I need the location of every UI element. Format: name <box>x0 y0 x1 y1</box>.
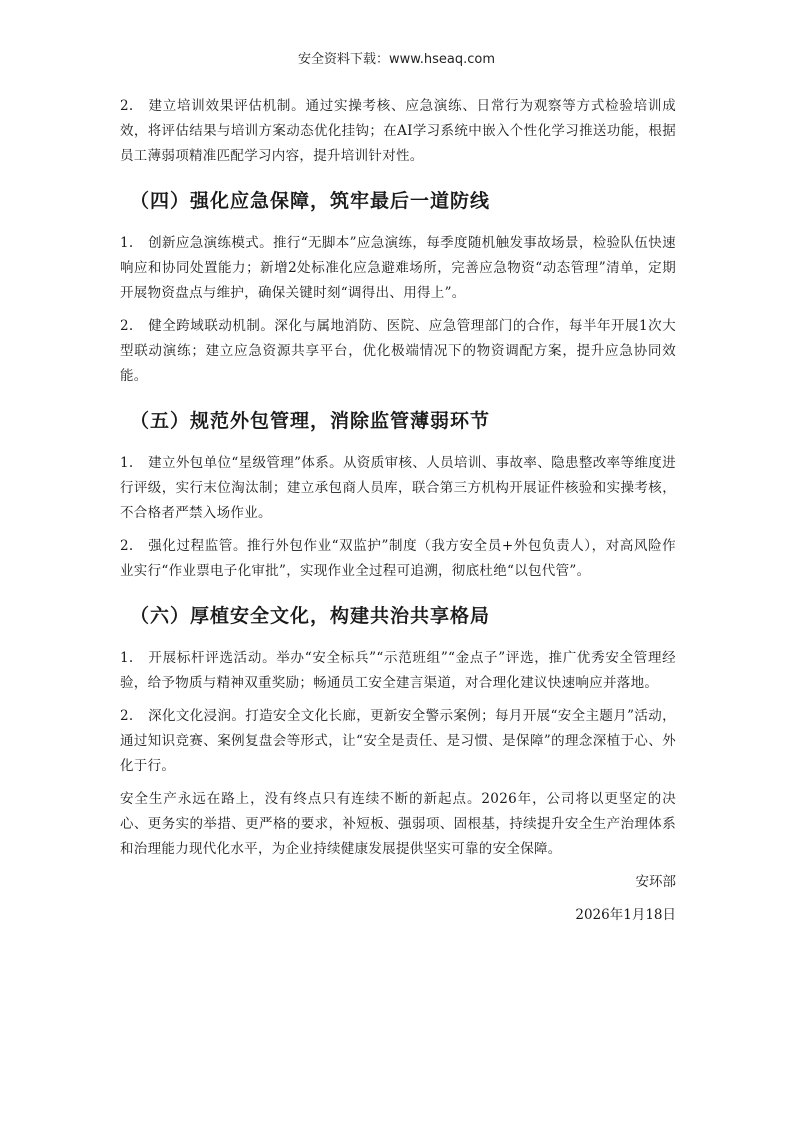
document-body <box>120 94 676 936</box>
item-text: 强化过程监管。推行外包作业“双监护”制度（我方安全员+外包负责人），对高风险作业实行“作业票电子化审批”，实现作业全过程可追溯，彻底杜绝“以包代管”。 <box>120 538 676 579</box>
item-text: 建立培训效果评估机制。通过实操考核、应急演练、日常行为观察等方式检验培训成效，将评估结果与培训方案动态优化挂钩；在AI学习系统中嵌入个性化学习推送功能，根据员工薄弱项精准匹配学习内容，提升培训针对性。 <box>120 98 676 164</box>
item-number: 2. <box>120 538 134 554</box>
paragraph <box>120 451 676 526</box>
section-title-4: （四）强化应急保障，筑牢最后一道防线 <box>130 190 491 212</box>
closing-paragraph: 安全生产永远在路上，没有终点只有连续不断的新起点。2026年，公司将以更坚定的决心、更务实的举措、更严格的要求，补短板、强弱项、固根基，持续提升安全生产治理体系和治理能力现代化水平，为企业持续健康发展提供坚实可靠的安全保障。 <box>120 791 676 857</box>
paragraph <box>120 94 676 169</box>
item-number: 1. <box>120 455 134 471</box>
item-number: 2. <box>120 318 134 334</box>
paragraph <box>120 314 676 389</box>
item-text: 建立外包单位“星级管理”体系。从资质审核、人员培训、事故率、隐患整改率等维度进行评级，实行末位淘汰制；建立承包商人员库，联合第三方机构开展证件核验和实操考核，不合格者严禁入场作业。 <box>120 455 676 521</box>
item-text: 开展标杆评选活动。举办“安全标兵”“示范班组”“金点子”评选，推广优秀安全管理经验，给予物质与精神双重奖励；畅通员工安全建言渠道，对合理化建议快速响应并落地。 <box>120 650 676 691</box>
item-text: 深化文化浸润。打造安全文化长廊，更新安全警示案例；每月开展“安全主题月”活动，通过知识竞赛、案例复盘会等形式，让“安全是责任、是习惯、是保障”的理念深植于心、外化于行。 <box>120 708 676 774</box>
page-header: 安全资料下载：www.hseaq.com <box>298 52 495 67</box>
signature-department: 安环部 <box>635 874 676 890</box>
paragraph <box>120 704 676 779</box>
item-number: 2. <box>120 708 134 724</box>
paragraph <box>120 534 676 584</box>
paragraph <box>120 646 676 696</box>
item-number: 1. <box>120 650 134 666</box>
item-number: 1. <box>120 235 134 251</box>
section-title-5: （五）规范外包管理，消除监管薄弱环节 <box>130 410 491 432</box>
item-text: 创新应急演练模式。推行“无脚本”应急演练，每季度随机触发事故场景，检验队伍快速响应和协同处置能力；新增2处标准化应急避难场所，完善应急物资“动态管理”清单，定期开展物资盘点与维护，确保关键时刻“调得出、用得上”。 <box>120 235 676 301</box>
item-number: 2. <box>120 98 134 114</box>
paragraph <box>120 231 676 306</box>
signature-date: 2026年1月18日 <box>575 907 676 923</box>
item-text: 健全跨域联动机制。深化与属地消防、医院、应急管理部门的合作，每半年开展1次大型联动演练；建立应急资源共享平台，优化极端情况下的物资调配方案，提升应急协同效能。 <box>120 318 676 384</box>
section-title-6: （六）厚植安全文化，构建共治共享格局 <box>130 605 491 627</box>
